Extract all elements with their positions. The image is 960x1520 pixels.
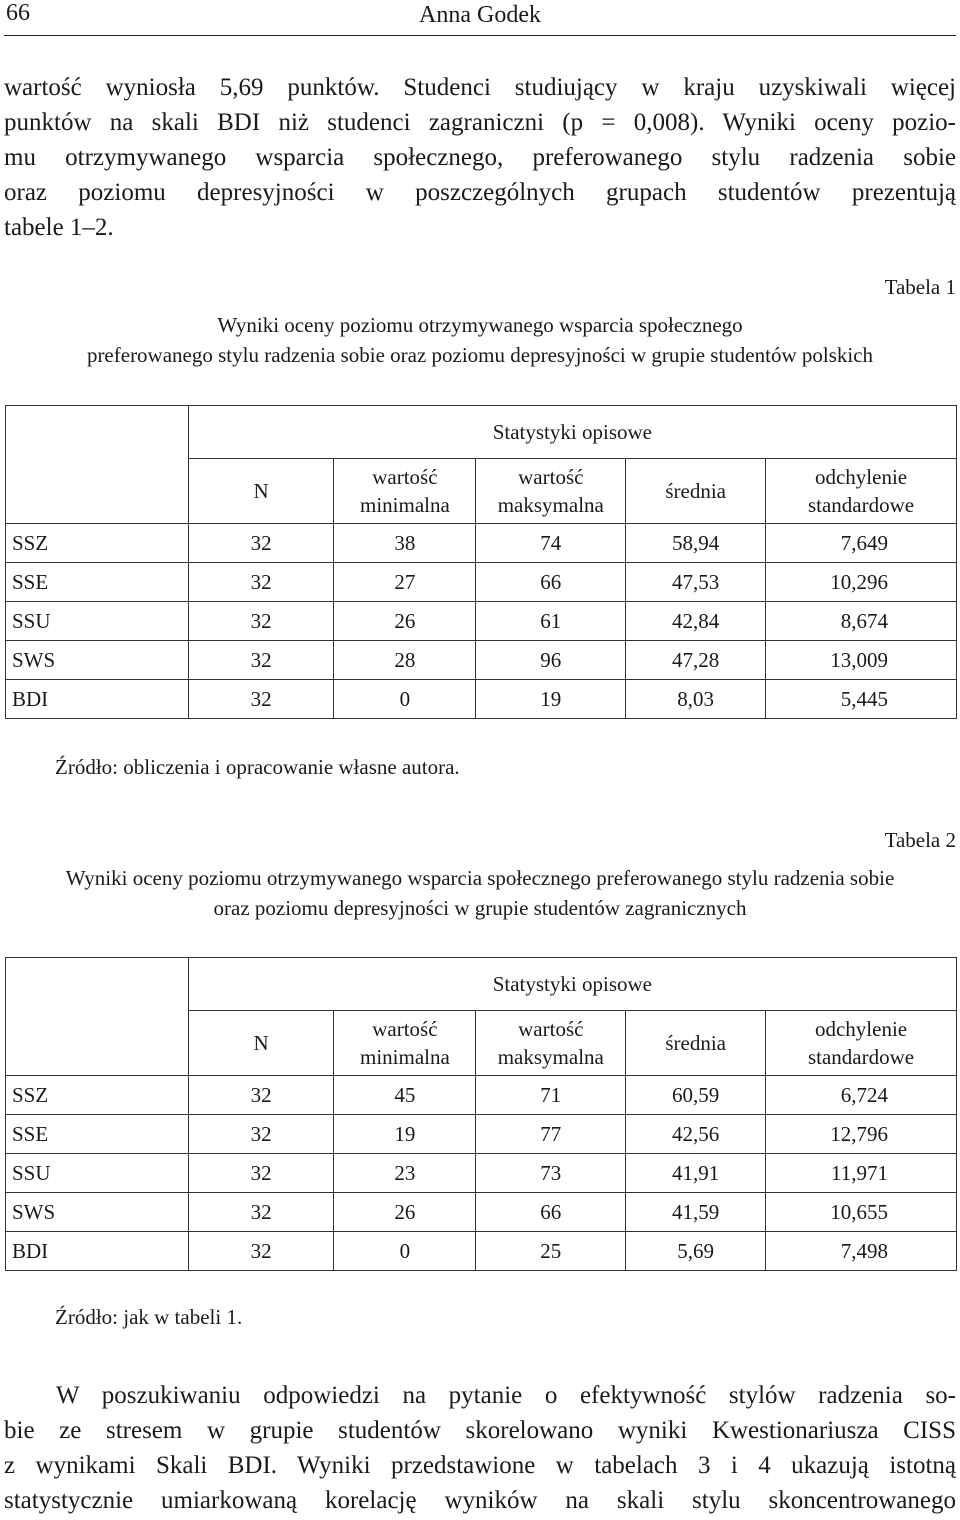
col-header-sd: odchylenie standardowe [766, 1011, 957, 1076]
row-label: SWS [6, 641, 189, 680]
table-row [6, 1232, 957, 1271]
table-row [6, 524, 957, 563]
cell-max: 66 [476, 1193, 626, 1232]
cell-sd: 10,296 [766, 563, 957, 602]
cell-min: 45 [334, 1076, 476, 1115]
cell-min: 26 [334, 602, 476, 641]
cell-mean: 8,03 [626, 680, 766, 719]
cell-n: 32 [188, 680, 334, 719]
table2-title-line: Wyniki oceny poziomu otrzymywanego wsparcia społecznego preferowanego stylu radzenia sobie [65, 866, 895, 890]
cell-n: 32 [188, 563, 334, 602]
cell-sd: 5,445 [766, 680, 957, 719]
row-label: SSE [6, 563, 189, 602]
cell-max: 61 [476, 602, 626, 641]
cell-min: 38 [334, 524, 476, 563]
row-label: SSE [6, 1115, 189, 1154]
cell-n: 32 [188, 524, 334, 563]
col-header-mean: średnia [626, 1011, 766, 1076]
group-header: Statystyki opisowe [188, 406, 956, 459]
cell-mean: 58,94 [626, 524, 766, 563]
cell-sd: 10,655 [766, 1193, 957, 1232]
cell-n: 32 [188, 1154, 334, 1193]
cell-n: 32 [188, 1232, 334, 1271]
table1-source: Źródło: obliczenia i opracowanie własne autora. [55, 755, 460, 779]
table-row [6, 641, 957, 680]
cell-mean: 5,69 [626, 1232, 766, 1271]
cell-sd: 7,498 [766, 1232, 957, 1271]
cell-max: 71 [476, 1076, 626, 1115]
paragraph-line: bie ze stresem w grupie studentów skorelowano wyniki Kwestionariusza CISS [4, 1417, 956, 1444]
table-row [6, 1115, 957, 1154]
cell-n: 32 [188, 602, 334, 641]
cell-min: 0 [334, 680, 476, 719]
cell-max: 25 [476, 1232, 626, 1271]
table1 [5, 405, 957, 719]
col-header-sd: odchylenie standardowe [766, 459, 957, 524]
running-header-author: Anna Godek [419, 2, 541, 28]
cell-n: 32 [188, 641, 334, 680]
col-header-n: N [188, 459, 334, 524]
row-label: SSZ [6, 524, 189, 563]
cell-max: 74 [476, 524, 626, 563]
cell-mean: 47,53 [626, 563, 766, 602]
cell-sd: 13,009 [766, 641, 957, 680]
table2 [5, 957, 957, 1271]
paragraph-line: mu otrzymywanego wsparcia społecznego, preferowanego stylu radzenia sobie [4, 144, 956, 171]
paragraph-line: wartość wyniosła 5,69 punktów. Studenci studiujący w kraju uzyskiwali więcej [4, 74, 956, 101]
cell-max: 19 [476, 680, 626, 719]
table1-title-line: Wyniki oceny poziomu otrzymywanego wsparcia społecznego [217, 313, 743, 337]
table1-title [4, 310, 956, 370]
cell-n: 32 [188, 1193, 334, 1232]
table-corner [6, 459, 189, 524]
table1-title-line: preferowanego stylu radzenia sobie oraz poziomu depresyjności w grupie studentów polskich [86, 343, 874, 367]
table2-title-line: oraz poziomu depresyjności w grupie studentów zagranicznych [213, 896, 747, 920]
table-row [6, 1076, 957, 1115]
table-row [6, 680, 957, 719]
table-corner [6, 406, 189, 459]
intro-paragraph [4, 70, 956, 245]
cell-mean: 47,28 [626, 641, 766, 680]
group-header: Statystyki opisowe [188, 958, 956, 1011]
col-header-min: wartość minimalna [334, 1011, 476, 1076]
col-header-mean: średnia [626, 459, 766, 524]
table-corner [6, 958, 189, 1011]
table2-label: Tabela 2 [884, 828, 956, 852]
cell-sd: 6,724 [766, 1076, 957, 1115]
paragraph-line: z wynikami Skali BDI. Wyniki przedstawione w tabelach 3 i 4 ukazują istotną [4, 1452, 956, 1479]
cell-mean: 60,59 [626, 1076, 766, 1115]
cell-max: 73 [476, 1154, 626, 1193]
cell-min: 0 [334, 1232, 476, 1271]
cell-sd: 7,649 [766, 524, 957, 563]
paragraph-line: tabele 1–2. [4, 214, 114, 241]
closing-paragraph [4, 1378, 956, 1518]
paragraph-line: W poszukiwaniu odpowiedzi na pytanie o efektywność stylów radzenia so- [56, 1382, 956, 1409]
cell-min: 28 [334, 641, 476, 680]
table1-label: Tabela 1 [884, 275, 956, 299]
table-row [6, 563, 957, 602]
cell-min: 23 [334, 1154, 476, 1193]
cell-sd: 12,796 [766, 1115, 957, 1154]
cell-n: 32 [188, 1076, 334, 1115]
header-rule [4, 35, 956, 36]
table-row [6, 602, 957, 641]
row-label: SSU [6, 602, 189, 641]
cell-min: 26 [334, 1193, 476, 1232]
col-header-n: N [188, 1011, 334, 1076]
paragraph-line: punktów na skali BDI niż studenci zagraniczni (p = 0,008). Wyniki oceny pozio- [4, 109, 956, 136]
row-label: BDI [6, 680, 189, 719]
table-row [6, 1154, 957, 1193]
col-header-max: wartość maksymalna [476, 459, 626, 524]
table-corner [6, 1011, 189, 1076]
table2-source: Źródło: jak w tabeli 1. [55, 1305, 243, 1329]
cell-max: 96 [476, 641, 626, 680]
cell-max: 66 [476, 563, 626, 602]
row-label: BDI [6, 1232, 189, 1271]
row-label: SWS [6, 1193, 189, 1232]
cell-mean: 41,91 [626, 1154, 766, 1193]
paragraph-line: oraz poziomu depresyjności w poszczególnych grupach studentów prezentują [4, 179, 956, 206]
cell-n: 32 [188, 1115, 334, 1154]
cell-max: 77 [476, 1115, 626, 1154]
cell-sd: 11,971 [766, 1154, 957, 1193]
cell-mean: 42,56 [626, 1115, 766, 1154]
row-label: SSU [6, 1154, 189, 1193]
cell-sd: 8,674 [766, 602, 957, 641]
cell-mean: 42,84 [626, 602, 766, 641]
table-row [6, 1193, 957, 1232]
paragraph-line: statystycznie umiarkowaną korelację wyników na skali stylu skoncentrowanego [4, 1487, 956, 1514]
col-header-max: wartość maksymalna [476, 1011, 626, 1076]
table2-title [4, 863, 956, 923]
cell-mean: 41,59 [626, 1193, 766, 1232]
cell-min: 27 [334, 563, 476, 602]
page-number: 66 [6, 0, 30, 26]
row-label: SSZ [6, 1076, 189, 1115]
col-header-min: wartość minimalna [334, 459, 476, 524]
cell-min: 19 [334, 1115, 476, 1154]
